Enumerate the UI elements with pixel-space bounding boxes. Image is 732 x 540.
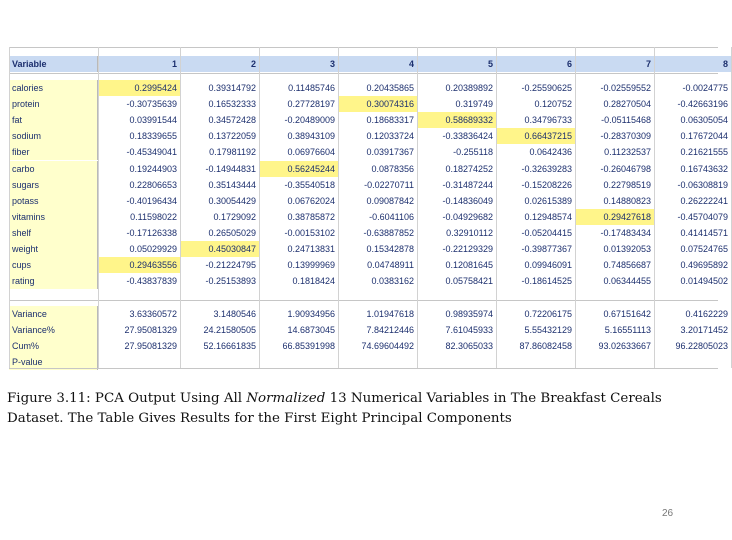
table-cell: 0.17672044 <box>680 131 728 141</box>
column-header: 6 <box>496 56 575 72</box>
table-cell: 3.63360572 <box>129 309 177 319</box>
table-cell: 3.20171452 <box>680 325 728 335</box>
table-cell: 0.06305054 <box>680 115 728 125</box>
table-row <box>9 128 728 144</box>
table-cell: -0.45704079 <box>677 212 728 222</box>
summary-row <box>9 338 728 354</box>
table-border <box>9 300 718 301</box>
row-label: protein <box>9 96 98 112</box>
caption-line-1 <box>7 389 717 409</box>
table-cell: -0.05204415 <box>521 228 572 238</box>
table-cell: 0.319749 <box>455 99 493 109</box>
table-cell: 0.0383162 <box>371 276 414 286</box>
table-cell: 0.16532333 <box>208 99 256 109</box>
column-divider <box>98 47 99 368</box>
table-cell: 0.18274252 <box>445 164 493 174</box>
table-cell: -0.02559552 <box>600 83 651 93</box>
table-cell: 0.06976604 <box>287 147 335 157</box>
table-cell: 0.14880823 <box>603 196 651 206</box>
table-cell: 27.95081329 <box>124 325 177 335</box>
table-cell: 0.09087842 <box>366 196 414 206</box>
table-header-row <box>9 56 728 72</box>
table-cell: 0.29427618 <box>575 209 654 225</box>
table-cell: 0.66437215 <box>496 128 575 144</box>
table-cell: -0.31487244 <box>442 180 493 190</box>
table-cell: 0.20435865 <box>366 83 414 93</box>
table-cell: 0.01392053 <box>603 244 651 254</box>
table-cell: -0.15208226 <box>521 180 572 190</box>
row-label: calories <box>9 80 98 96</box>
table-cell: -0.21224795 <box>205 260 256 270</box>
table-row <box>9 80 728 96</box>
table-cell: 0.17981192 <box>209 147 256 157</box>
table-cell: 0.38943109 <box>287 131 335 141</box>
row-label: shelf <box>9 225 98 241</box>
table-cell: 0.16743632 <box>680 164 728 174</box>
table-cell: 0.56245244 <box>259 161 338 177</box>
table-border <box>9 73 718 74</box>
table-cell: 0.12948574 <box>524 212 572 222</box>
table-cell: 0.06762024 <box>287 196 335 206</box>
column-divider <box>338 47 339 368</box>
table-cell: -0.26046798 <box>600 164 651 174</box>
table-cell: -0.20489009 <box>284 115 335 125</box>
table-cell: 0.27728197 <box>287 99 335 109</box>
row-label: sodium <box>9 128 98 144</box>
table-border <box>9 368 718 369</box>
table-cell: 0.12033724 <box>366 131 414 141</box>
row-label: Variance <box>9 306 98 322</box>
table-cell: -0.40196434 <box>126 196 177 206</box>
column-header: 1 <box>98 56 180 72</box>
table-cell: -0.33836424 <box>442 131 493 141</box>
caption-italic-word: Normalized <box>246 391 326 406</box>
table-cell: 0.34796733 <box>524 115 572 125</box>
figure-caption <box>7 389 717 429</box>
table-cell: 0.38785872 <box>287 212 335 222</box>
table-cell: 0.2995424 <box>98 80 180 96</box>
table-cell: -0.63887852 <box>363 228 414 238</box>
table-cell: 0.30054429 <box>208 196 256 206</box>
table-cell: 0.32910112 <box>446 228 493 238</box>
table-cell: -0.45349041 <box>126 147 177 157</box>
caption-line-1-suffix: 13 Numerical Variables in The Breakfast Cereals <box>325 391 662 406</box>
table-row <box>9 144 728 160</box>
table-cell: 0.19244903 <box>129 164 177 174</box>
table-cell: 0.12081645 <box>445 260 493 270</box>
table-cell: -0.39877367 <box>521 244 572 254</box>
table-cell: 0.58689332 <box>417 112 496 128</box>
table-cell: 0.11232537 <box>604 147 651 157</box>
table-border <box>9 47 718 48</box>
row-label: fiber <box>9 144 98 160</box>
table-cell: 0.24713831 <box>287 244 335 254</box>
row-label: cups <box>9 257 98 273</box>
table-cell: 14.6873045 <box>287 325 335 335</box>
table-cell: -0.17483434 <box>600 228 651 238</box>
table-cell: 96.22805023 <box>675 341 728 351</box>
table-cell: 0.4162229 <box>685 309 728 319</box>
column-divider <box>417 47 418 368</box>
table-cell: 74.69604492 <box>361 341 414 351</box>
table-cell: 0.03917367 <box>366 147 414 157</box>
table-cell: -0.14944831 <box>205 164 256 174</box>
table-cell: 0.05758421 <box>445 276 493 286</box>
column-header: 2 <box>180 56 259 72</box>
column-header: 5 <box>417 56 496 72</box>
column-header: 4 <box>338 56 417 72</box>
table-cell: 0.67151642 <box>603 309 651 319</box>
table-cell: 66.85391998 <box>282 341 335 351</box>
table-row <box>9 177 728 193</box>
table-cell: 0.41414571 <box>680 228 728 238</box>
table-cell: 0.26505029 <box>208 228 256 238</box>
table-row <box>9 96 728 112</box>
table-cell: 0.02615389 <box>524 196 572 206</box>
row-label: rating <box>9 273 98 289</box>
table-cell: 0.34572428 <box>208 115 256 125</box>
table-cell: 0.28270504 <box>603 99 651 109</box>
row-label: P-value <box>9 354 98 370</box>
table-cell: 0.74856687 <box>603 260 651 270</box>
caption-line-1-prefix: Figure 3.11: PCA Output Using All <box>7 391 247 406</box>
table-cell: 0.20389892 <box>445 83 493 93</box>
table-cell: 0.06344455 <box>603 276 651 286</box>
table-cell: 3.1480546 <box>213 309 256 319</box>
table-cell: 0.0642436 <box>529 147 572 157</box>
table-cell: 0.120752 <box>534 99 572 109</box>
table-cell: -0.35540518 <box>284 180 335 190</box>
table-cell: 87.86082458 <box>519 341 572 351</box>
table-row <box>9 112 728 128</box>
pca-output-table <box>9 47 728 368</box>
column-divider <box>9 47 10 368</box>
table-cell: 0.22806653 <box>129 180 177 190</box>
row-label: potass <box>9 193 98 209</box>
table-cell: 82.3065033 <box>445 341 493 351</box>
column-header: 3 <box>259 56 338 72</box>
table-cell: -0.25153893 <box>205 276 256 286</box>
row-label: vitamins <box>9 209 98 225</box>
table-cell: 0.26222241 <box>680 196 728 206</box>
table-cell: 52.16661835 <box>203 341 256 351</box>
column-divider <box>259 47 260 368</box>
table-cell: 7.84212446 <box>366 325 414 335</box>
column-divider <box>575 47 576 368</box>
table-cell: 0.49695892 <box>680 260 728 270</box>
table-cell: -0.04929682 <box>442 212 493 222</box>
page-number: 26 <box>662 508 674 519</box>
table-cell: -0.43837839 <box>126 276 177 286</box>
table-cell: 0.04748911 <box>367 260 414 270</box>
table-cell: 0.01494502 <box>680 276 728 286</box>
table-cell: -0.28370309 <box>600 131 651 141</box>
table-cell: -0.22129329 <box>442 244 493 254</box>
table-row <box>9 257 728 273</box>
caption-line-2: Dataset. The Table Gives Results for the First Eight Principal Components <box>7 411 512 426</box>
table-cell: 0.18683317 <box>366 115 414 125</box>
table-cell: -0.25590625 <box>521 83 572 93</box>
table-cell: -0.42663196 <box>677 99 728 109</box>
table-cell: 0.30074316 <box>338 96 417 112</box>
table-cell: 0.35143444 <box>208 180 256 190</box>
table-cell: 0.03991544 <box>129 115 177 125</box>
table-row <box>9 241 728 257</box>
table-cell: -0.02270711 <box>364 180 414 190</box>
table-row <box>9 225 728 241</box>
table-cell: 0.1729092 <box>213 212 256 222</box>
table-row <box>9 209 728 225</box>
summary-row <box>9 306 728 322</box>
table-cell: 0.13722059 <box>208 131 256 141</box>
table-cell: -0.30735639 <box>126 99 177 109</box>
table-cell: 0.98935974 <box>445 309 493 319</box>
table-cell: 0.18339655 <box>129 131 177 141</box>
table-cell: -0.6041106 <box>369 212 414 222</box>
row-label: Cum% <box>9 338 98 354</box>
table-cell: -0.255118 <box>453 147 493 157</box>
summary-row <box>9 322 728 338</box>
column-header: 7 <box>575 56 654 72</box>
table-row <box>9 161 728 177</box>
table-cell: 0.07524765 <box>680 244 728 254</box>
table-cell: 5.16551113 <box>604 325 651 335</box>
table-cell: 0.21621555 <box>680 147 728 157</box>
row-label: sugars <box>9 177 98 193</box>
table-cell: -0.14836049 <box>442 196 493 206</box>
table-cell: 0.09946091 <box>524 260 572 270</box>
table-cell: 0.39314792 <box>208 83 256 93</box>
table-cell: -0.0024775 <box>682 83 728 93</box>
table-cell: 0.0878356 <box>371 164 414 174</box>
table-cell: 24.21580505 <box>203 325 256 335</box>
column-divider <box>180 47 181 368</box>
table-cell: -0.06308819 <box>677 180 728 190</box>
row-label: fat <box>9 112 98 128</box>
table-row <box>9 193 728 209</box>
table-cell: 93.02633667 <box>598 341 651 351</box>
table-cell: 0.22798519 <box>603 180 651 190</box>
column-divider <box>654 47 655 368</box>
table-cell: 0.11485746 <box>288 83 335 93</box>
row-label: carbo <box>9 161 98 177</box>
table-cell: 0.13999969 <box>287 260 335 270</box>
table-cell: 0.05029929 <box>129 244 177 254</box>
table-cell: -0.05115468 <box>601 115 651 125</box>
table-cell: 7.61045933 <box>445 325 493 335</box>
row-label: weight <box>9 241 98 257</box>
row-label: Variable <box>9 56 98 72</box>
table-cell: 0.11598022 <box>130 212 177 222</box>
table-cell: 1.01947618 <box>366 309 414 319</box>
table-cell: -0.00153102 <box>284 228 335 238</box>
table-cell: 0.72206175 <box>524 309 572 319</box>
table-cell: 0.15342878 <box>366 244 414 254</box>
table-cell: -0.18614525 <box>521 276 572 286</box>
table-cell: 0.1818424 <box>292 276 335 286</box>
table-cell: 1.90934956 <box>287 309 335 319</box>
table-cell: 5.55432129 <box>524 325 572 335</box>
row-label: Variance% <box>9 322 98 338</box>
table-cell: 0.45030847 <box>180 241 259 257</box>
table-row <box>9 273 728 289</box>
column-header: 8 <box>654 56 731 72</box>
column-divider <box>496 47 497 368</box>
table-cell: 27.95081329 <box>124 341 177 351</box>
table-cell: -0.17126338 <box>126 228 177 238</box>
table-cell: -0.32639283 <box>521 164 572 174</box>
table-cell: 0.29463556 <box>98 257 180 273</box>
